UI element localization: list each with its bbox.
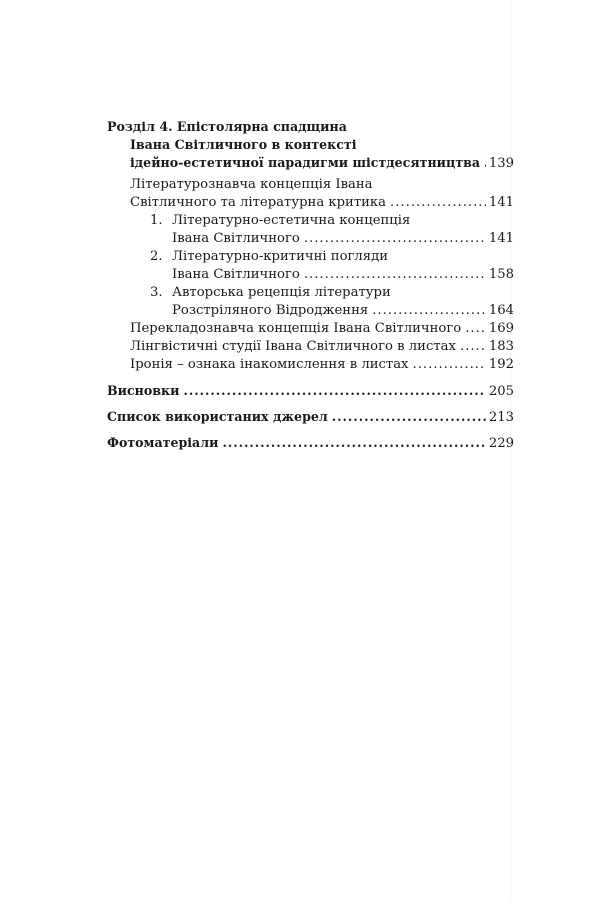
page-number: 141 [488, 231, 514, 246]
dot-leader [304, 230, 486, 248]
toc-chapter-heading-line2: Івана Світличного в контексті [130, 137, 357, 152]
toc-subsection-line2[interactable]: Розстріляного Відродження ..... 164 [107, 302, 514, 320]
page-number: 213 [488, 410, 514, 425]
page-number: 205 [488, 384, 514, 399]
dot-leader [222, 434, 485, 452]
dot-leader [460, 338, 486, 356]
page-number: 192 [488, 357, 514, 372]
table-of-contents [107, 118, 514, 452]
page-number: 164 [488, 303, 514, 318]
page-number: 229 [488, 436, 514, 451]
dot-leader [183, 382, 485, 400]
toc-back-matter-references[interactable]: Список використаних джерел ..... 213 [107, 408, 514, 426]
toc-subsection-line1: 3. Авторська рецепція літератури [150, 285, 391, 300]
toc-subsection-line2[interactable]: Івана Світличного ..... 158 [107, 266, 514, 284]
dot-leader [413, 356, 486, 374]
toc-back-matter-photos[interactable]: Фотоматеріали ..... 229 [107, 434, 514, 452]
dot-leader [484, 154, 486, 172]
page-number: 158 [488, 267, 514, 282]
toc-chapter-heading-line3[interactable]: ідейно-естетичної парадигми шістдесятництва ..... 139 [107, 154, 514, 172]
toc-chapter-heading-line1: Розділ 4. Епістолярна спадщина [107, 119, 347, 134]
dot-leader [372, 302, 486, 320]
page-number: 183 [488, 339, 514, 354]
dot-leader [332, 408, 486, 426]
toc-section-entry[interactable]: Перекладознавча концепція Івана Світличного ..... 169 [107, 320, 514, 338]
toc-subsection-line1: 2. Літературно-критичні погляди [150, 249, 389, 264]
toc-section-entry[interactable]: Лінгвістичні студії Івана Світличного в листах ..... 183 [107, 338, 514, 356]
page-number: 169 [488, 321, 514, 336]
toc-subsection-line1: 1. Літературно-естетична концепція [150, 213, 411, 228]
subsection-number: 2. [150, 249, 163, 264]
toc-section-entry[interactable]: Іронія – ознака інакомислення в листах ..... 192 [107, 356, 514, 374]
toc-section-line2[interactable]: Світличного та літературна критика ..... 141 [107, 194, 514, 212]
toc-section-line1: Літературознавча концепція Івана [130, 177, 373, 192]
toc-back-matter-conclusions[interactable]: Висновки ..... 205 [107, 382, 514, 400]
toc-subsection-line2[interactable]: Івана Світличного ..... 141 [107, 230, 514, 248]
subsection-number: 3. [150, 285, 163, 300]
page-number: 139 [488, 156, 514, 171]
dot-leader [390, 194, 486, 212]
subsection-number: 1. [150, 213, 163, 228]
dot-leader [465, 320, 486, 338]
page-number: 141 [488, 195, 514, 210]
dot-leader [304, 266, 486, 284]
